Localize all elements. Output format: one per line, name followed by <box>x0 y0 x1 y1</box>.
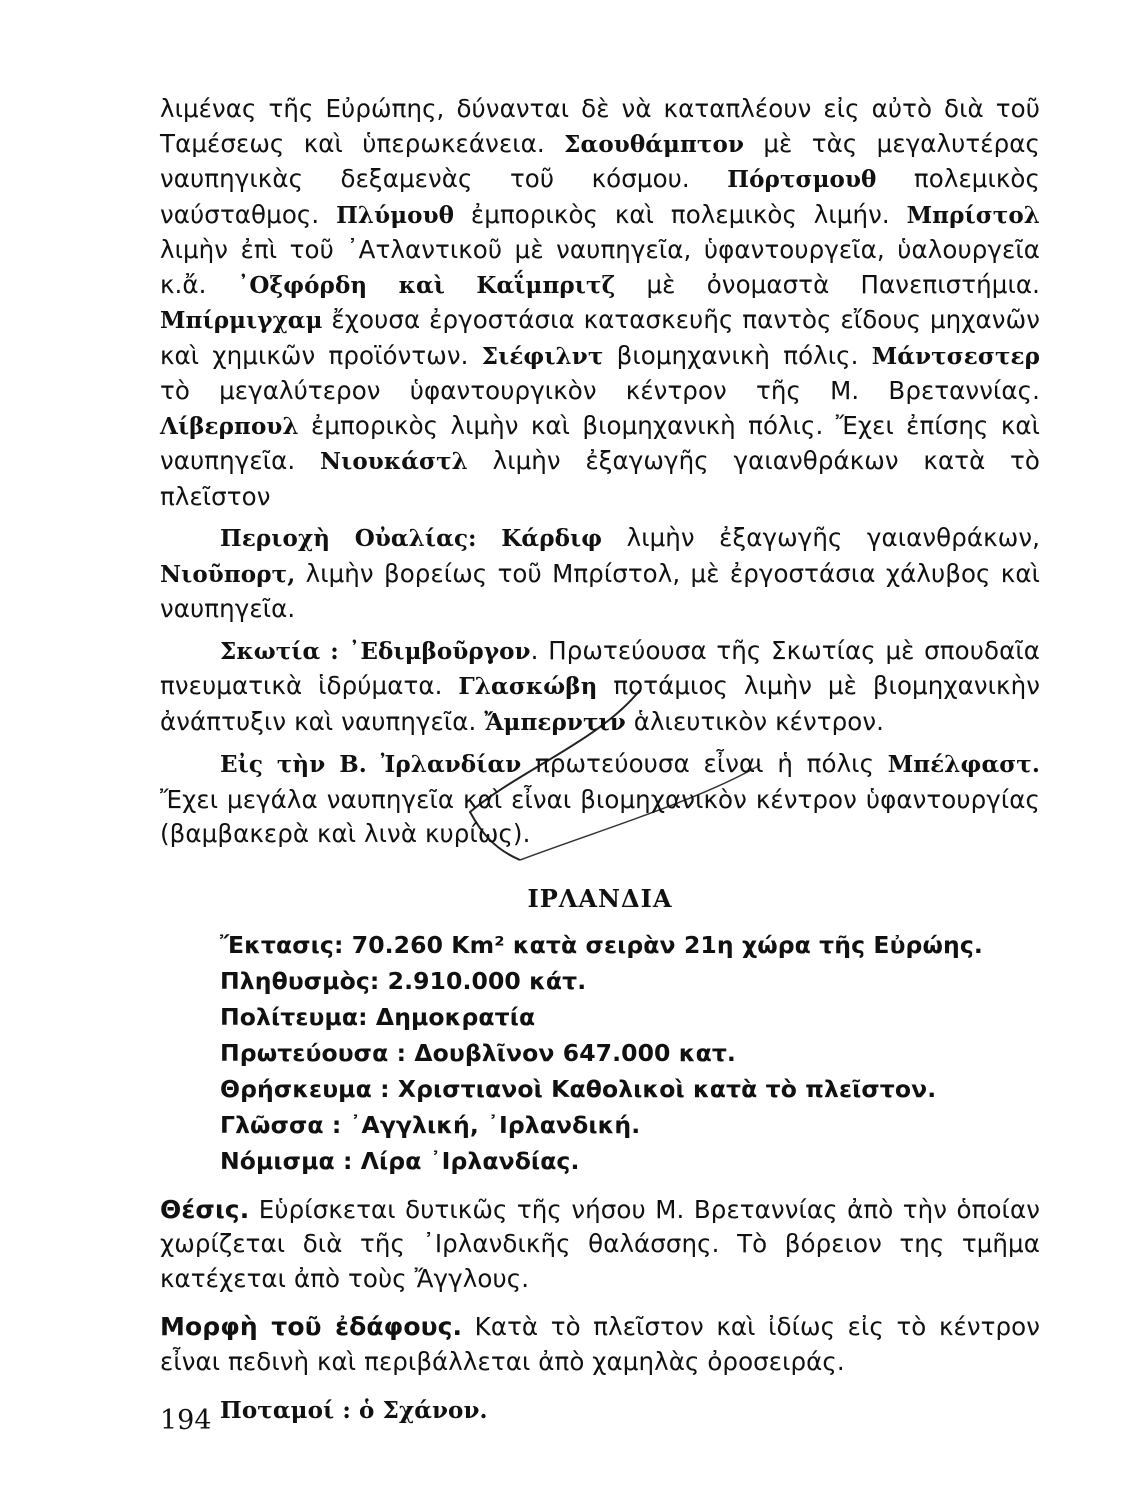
text-run: πρωτεύουσα εἶναι ἡ πόλις <box>521 749 888 778</box>
paragraph-position <box>160 1193 1040 1297</box>
section-title-ireland: ΙΡΛΑΝΔΙΑ <box>527 883 673 913</box>
fact-currency: Νόμισμα : Λίρα ᾿Ιρλανδίας. <box>220 1146 580 1175</box>
bold-term: Νιουκάστλ <box>320 448 468 475</box>
paragraph-scotland <box>160 634 1040 741</box>
rivers-name: ὁ Σχάνον. <box>350 1397 488 1424</box>
page-number: 194 <box>160 1405 212 1436</box>
text-run: λιμὴν βορείως τοῦ Μπρίστολ, μὲ ἐργοστάσια χάλυβος καὶ ναυπηγεῖα. <box>160 558 1040 623</box>
text-run: ποτάμιος λιμὴν μὲ βιομηχανικὴν ἀνάπτυξιν καὶ ναυπηγεῖα. <box>160 671 1040 736</box>
paragraph-northern-ireland <box>160 747 1040 852</box>
bold-term: Γλασκώβη <box>458 673 598 700</box>
text-run: ἐμπορικὸς λιμὴν καὶ βιομηχανικὴ πόλις. Ἔχει ἐπίσης καὶ ναυπηγεῖα. <box>160 410 1040 475</box>
fact-capital: Πρωτεύουσα : Δουβλῖνον 647.000 κατ. <box>220 1038 736 1067</box>
text-run: ἐμπορικὸς καὶ πολεμικὸς λιμήν. <box>454 199 907 229</box>
bold-term: ᾿Οξφόρδη καὶ Καΐμπριτζ <box>237 271 616 299</box>
bold-term: Μάντσεστερ <box>871 342 1040 370</box>
fact-religion: Θρήσκευμα : Χριστιανοὶ Καθολικοὶ κατὰ τὸ πλεῖστον. <box>220 1074 937 1103</box>
terrain-text: Κατὰ τὸ πλεῖστον καὶ ἰδίως εἰς τὸ κέντρον εἶναι πεδινὴ καὶ περιβάλλεται ἀπὸ χαμηλὰς ὀροσειράς. <box>160 1312 1041 1376</box>
text-run: . Πρωτεύουσα τῆς Σκωτίας μὲ σπουδαῖα πνευματικὰ ἱδρύματα. <box>160 635 1040 700</box>
page-content <box>160 92 1040 1429</box>
bold-term: Σιέφιλντ <box>481 342 604 370</box>
bold-term: Μπρίστολ <box>906 201 1040 229</box>
text-run: πολεμικὸς ναύσταθμος. <box>160 164 1040 229</box>
bold-term: Πόρτσμουθ <box>727 166 877 193</box>
paragraph-england-cities <box>160 92 1040 514</box>
fact-government: Πολίτευμα: Δημοκρατία <box>220 1002 536 1031</box>
text-run: λιμὴν ἐξαγωγῆς γαιανθράκων κατὰ τὸ πλεῖστον <box>160 446 1041 511</box>
text-run: τὸ μεγαλύτερον ὑφαντουργικὸν κέντρον τῆς Μ. Βρεταννίας. <box>160 376 1040 405</box>
rivers-heading: Ποταμοί : <box>220 1397 351 1424</box>
fact-language: Γλῶσσα : ᾿Αγγλική, ᾿Ιρλανδική. <box>220 1110 641 1139</box>
position-heading: Θέσις. <box>160 1194 250 1224</box>
text-run: μὲ ὀνομαστὰ Πανεπιστήμια. <box>615 269 1040 299</box>
ireland-facts <box>160 927 1040 1179</box>
fact-area: Ἔκτασις: 70.260 Km² κατὰ σειρὰν 21η χώρα τῆς Εὐρώης. <box>220 930 983 959</box>
bold-term: Λίβερπουλ <box>160 412 299 440</box>
text-run: μὲ τὰς μεγαλυτέρας ναυπηγικὰς δεξαμενὰς τοῦ κόσμου. <box>160 128 1040 193</box>
text-run: λιμὴν ἐπὶ τοῦ ᾿Ατλαντικοῦ μὲ ναυπηγεῖα, ὑφαντουργεῖα, ὑαλουργεῖα κ.ἄ. <box>160 235 1040 299</box>
text-run: λιμὴν ἐξαγωγῆς γαιανθράκων, <box>602 523 1040 552</box>
paragraph-terrain <box>160 1310 1040 1379</box>
bold-term: Σαουθάμπτον <box>564 130 745 158</box>
bold-term: Πλύμουθ <box>336 201 455 229</box>
bold-term: Μπίρμιγχαμ <box>160 307 323 334</box>
text-run: βιομηχανικὴ πόλις. <box>603 340 872 370</box>
text-run: Ἔχει μεγάλα ναυπηγεῖα καὶ εἶναι βιομηχανικὸν κέντρον ὑφαντουργίας (βαμβακερὰ καὶ λινὰ κυρίως). <box>160 784 1040 848</box>
bold-term: Εἰς τὴν Β. Ἰρλανδίαν <box>220 751 522 778</box>
position-text: Εὑρίσκεται δυτικῶς τῆς νήσου Μ. Βρεταννίας ἀπὸ τὴν ὁποίαν χωρίζεται διὰ τῆς ᾿Ιρλανδικῆς θαλάσσης. Τὸ βόρειον της τμῆμα κατέχεται ἀπὸ τοὺς Ἄγγλους. <box>160 1194 1040 1293</box>
text-run: λιμένας τῆς Εὐρώπης, δύνανται δὲ νὰ καταπλέουν εἰς αὐτὸ διὰ τοῦ Ταμέσεως καὶ ὑπερωκεάνεια. <box>160 94 1040 158</box>
paragraph-rivers <box>160 1393 1040 1429</box>
bold-term: Νιοῦπορτ, <box>160 560 296 588</box>
bold-term: Σκωτία : ᾿Εδιμβοῦργον <box>220 637 531 665</box>
text-run: ἔχουσα ἐργοστάσια κατασκευῆς παντὸς εἴδους μηχανῶν καὶ χημικῶν προϊόντων. <box>160 305 1040 370</box>
bold-term: Ἄμπερντιν <box>484 708 626 736</box>
terrain-heading: Μορφὴ τοῦ ἐδάφους. <box>160 1312 463 1341</box>
bold-term: Μπέλφαστ. <box>887 751 1040 778</box>
paragraph-wales <box>160 521 1040 627</box>
text-run: ἁλιευτικὸν κέντρον. <box>625 706 885 736</box>
bold-term: Περιοχὴ Οὐαλίας: Κάρδιφ <box>220 525 603 552</box>
fact-population: Πληθυσμὸς: 2.910.000 κάτ. <box>220 966 587 995</box>
